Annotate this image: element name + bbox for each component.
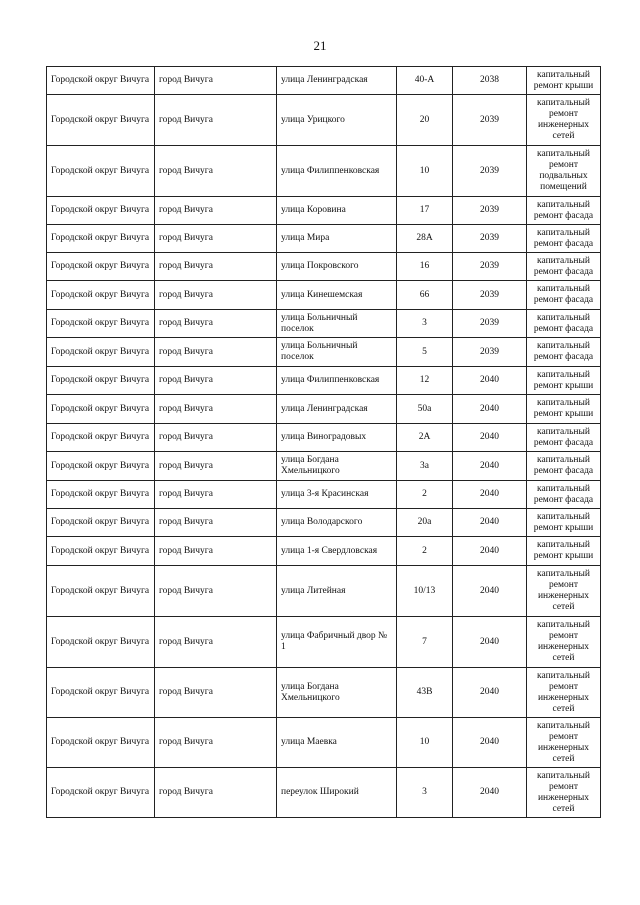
work-type-cell: капитальный ремонт инженерных сетей <box>527 668 601 718</box>
municipality-cell: Городской округ Вичуга <box>47 537 155 566</box>
year-cell: 2039 <box>453 197 527 225</box>
street-cell: улица Фабричный двор № 1 <box>277 617 397 668</box>
work-type-cell: капитальный ремонт инженерных сетей <box>527 617 601 668</box>
city-cell: город Вичуга <box>155 253 277 281</box>
municipality-cell: Городской округ Вичуга <box>47 67 155 95</box>
work-type-cell: капитальный ремонт фасада <box>527 225 601 253</box>
municipality-cell: Городской округ Вичуга <box>47 481 155 509</box>
house-number-cell: 20 <box>397 95 453 146</box>
city-cell: город Вичуга <box>155 424 277 452</box>
city-cell: город Вичуга <box>155 225 277 253</box>
municipality-cell: Городской округ Вичуга <box>47 718 155 768</box>
house-number-cell: 3 <box>397 310 453 338</box>
work-type-cell: капитальный ремонт подвальных помещений <box>527 146 601 197</box>
table-row <box>47 424 601 452</box>
table-row <box>47 395 601 424</box>
city-cell: город Вичуга <box>155 768 277 818</box>
city-cell: город Вичуга <box>155 367 277 395</box>
work-type-cell: капитальный ремонт фасада <box>527 424 601 452</box>
city-cell: город Вичуга <box>155 509 277 537</box>
street-cell: улица Ленинградская <box>277 67 397 95</box>
house-number-cell: 7 <box>397 617 453 668</box>
work-type-cell: капитальный ремонт крыши <box>527 509 601 537</box>
house-number-cell: 10 <box>397 718 453 768</box>
house-number-cell: 12 <box>397 367 453 395</box>
house-number-cell: 2 <box>397 481 453 509</box>
house-number-cell: 10 <box>397 146 453 197</box>
street-cell: улица Литейная <box>277 566 397 617</box>
city-cell: город Вичуга <box>155 197 277 225</box>
municipality-cell: Городской округ Вичуга <box>47 668 155 718</box>
repair-schedule-table <box>46 66 601 818</box>
work-type-cell: капитальный ремонт инженерных сетей <box>527 566 601 617</box>
table-row <box>47 718 601 768</box>
table-row <box>47 225 601 253</box>
municipality-cell: Городской округ Вичуга <box>47 197 155 225</box>
house-number-cell: 3а <box>397 452 453 481</box>
table-row <box>47 566 601 617</box>
city-cell: город Вичуга <box>155 452 277 481</box>
municipality-cell: Городской округ Вичуга <box>47 509 155 537</box>
city-cell: город Вичуга <box>155 95 277 146</box>
city-cell: город Вичуга <box>155 338 277 367</box>
city-cell: город Вичуга <box>155 67 277 95</box>
street-cell: улица 3-я Красинская <box>277 481 397 509</box>
house-number-cell: 2А <box>397 424 453 452</box>
work-type-cell: капитальный ремонт крыши <box>527 537 601 566</box>
year-cell: 2040 <box>453 537 527 566</box>
municipality-cell: Городской округ Вичуга <box>47 310 155 338</box>
municipality-cell: Городской округ Вичуга <box>47 338 155 367</box>
house-number-cell: 66 <box>397 281 453 310</box>
year-cell: 2039 <box>453 225 527 253</box>
house-number-cell: 40-А <box>397 67 453 95</box>
street-cell: улица Больничный поселок <box>277 310 397 338</box>
municipality-cell: Городской округ Вичуга <box>47 95 155 146</box>
table-row <box>47 197 601 225</box>
year-cell: 2039 <box>453 310 527 338</box>
house-number-cell: 17 <box>397 197 453 225</box>
work-type-cell: капитальный ремонт фасада <box>527 481 601 509</box>
street-cell: улица Филиппенковская <box>277 146 397 197</box>
work-type-cell: капитальный ремонт инженерных сетей <box>527 718 601 768</box>
table-row <box>47 310 601 338</box>
work-type-cell: капитальный ремонт фасада <box>527 310 601 338</box>
year-cell: 2040 <box>453 452 527 481</box>
table-row <box>47 668 601 718</box>
year-cell: 2038 <box>453 67 527 95</box>
house-number-cell: 50а <box>397 395 453 424</box>
year-cell: 2040 <box>453 424 527 452</box>
municipality-cell: Городской округ Вичуга <box>47 253 155 281</box>
year-cell: 2040 <box>453 718 527 768</box>
house-number-cell: 16 <box>397 253 453 281</box>
house-number-cell: 5 <box>397 338 453 367</box>
work-type-cell: капитальный ремонт фасада <box>527 338 601 367</box>
street-cell: улица Богдана Хмельницкого <box>277 452 397 481</box>
table-row <box>47 367 601 395</box>
street-cell: улица Урицкого <box>277 95 397 146</box>
house-number-cell: 43В <box>397 668 453 718</box>
table-row <box>47 768 601 818</box>
municipality-cell: Городской округ Вичуга <box>47 395 155 424</box>
table-body <box>47 67 601 818</box>
municipality-cell: Городской округ Вичуга <box>47 146 155 197</box>
street-cell: улица Покровского <box>277 253 397 281</box>
table-row <box>47 253 601 281</box>
street-cell: улица Ленинградская <box>277 395 397 424</box>
work-type-cell: капитальный ремонт фасада <box>527 281 601 310</box>
work-type-cell: капитальный ремонт фасада <box>527 452 601 481</box>
table-row <box>47 537 601 566</box>
municipality-cell: Городской округ Вичуга <box>47 281 155 310</box>
house-number-cell: 20а <box>397 509 453 537</box>
municipality-cell: Городской округ Вичуга <box>47 367 155 395</box>
page-number: 21 <box>313 38 327 53</box>
table-row <box>47 281 601 310</box>
municipality-cell: Городской округ Вичуга <box>47 768 155 818</box>
city-cell: город Вичуга <box>155 481 277 509</box>
street-cell: улица Мира <box>277 225 397 253</box>
work-type-cell: капитальный ремонт фасада <box>527 253 601 281</box>
city-cell: город Вичуга <box>155 281 277 310</box>
table-row <box>47 67 601 95</box>
street-cell: улица Виноградовых <box>277 424 397 452</box>
street-cell: улица Коровина <box>277 197 397 225</box>
table-row <box>47 95 601 146</box>
year-cell: 2040 <box>453 668 527 718</box>
work-type-cell: капитальный ремонт крыши <box>527 395 601 424</box>
year-cell: 2040 <box>453 768 527 818</box>
table-row <box>47 146 601 197</box>
year-cell: 2040 <box>453 617 527 668</box>
house-number-cell: 28А <box>397 225 453 253</box>
table-row <box>47 452 601 481</box>
city-cell: город Вичуга <box>155 537 277 566</box>
street-cell: улица Маевка <box>277 718 397 768</box>
year-cell: 2039 <box>453 95 527 146</box>
city-cell: город Вичуга <box>155 718 277 768</box>
municipality-cell: Городской округ Вичуга <box>47 452 155 481</box>
year-cell: 2039 <box>453 253 527 281</box>
city-cell: город Вичуга <box>155 395 277 424</box>
work-type-cell: капитальный ремонт крыши <box>527 367 601 395</box>
municipality-cell: Городской округ Вичуга <box>47 424 155 452</box>
house-number-cell: 3 <box>397 768 453 818</box>
year-cell: 2040 <box>453 566 527 617</box>
year-cell: 2039 <box>453 338 527 367</box>
street-cell: улица Филиппенковская <box>277 367 397 395</box>
street-cell: улица Богдана Хмельницкого <box>277 668 397 718</box>
street-cell: улица 1-я Свердловская <box>277 537 397 566</box>
year-cell: 2039 <box>453 146 527 197</box>
municipality-cell: Городской округ Вичуга <box>47 617 155 668</box>
year-cell: 2040 <box>453 395 527 424</box>
municipality-cell: Городской округ Вичуга <box>47 225 155 253</box>
street-cell: улица Кинешемская <box>277 281 397 310</box>
city-cell: город Вичуга <box>155 617 277 668</box>
city-cell: город Вичуга <box>155 668 277 718</box>
year-cell: 2040 <box>453 509 527 537</box>
year-cell: 2040 <box>453 481 527 509</box>
city-cell: город Вичуга <box>155 146 277 197</box>
work-type-cell: капитальный ремонт инженерных сетей <box>527 768 601 818</box>
table-row <box>47 509 601 537</box>
street-cell: улица Володарского <box>277 509 397 537</box>
work-type-cell: капитальный ремонт крыши <box>527 67 601 95</box>
year-cell: 2039 <box>453 281 527 310</box>
table-row <box>47 481 601 509</box>
table-row <box>47 338 601 367</box>
year-cell: 2040 <box>453 367 527 395</box>
house-number-cell: 2 <box>397 537 453 566</box>
table-row <box>47 617 601 668</box>
street-cell: переулок Широкий <box>277 768 397 818</box>
work-type-cell: капитальный ремонт инженерных сетей <box>527 95 601 146</box>
work-type-cell: капитальный ремонт фасада <box>527 197 601 225</box>
city-cell: город Вичуга <box>155 566 277 617</box>
house-number-cell: 10/13 <box>397 566 453 617</box>
city-cell: город Вичуга <box>155 310 277 338</box>
municipality-cell: Городской округ Вичуга <box>47 566 155 617</box>
street-cell: улица Больничный поселок <box>277 338 397 367</box>
